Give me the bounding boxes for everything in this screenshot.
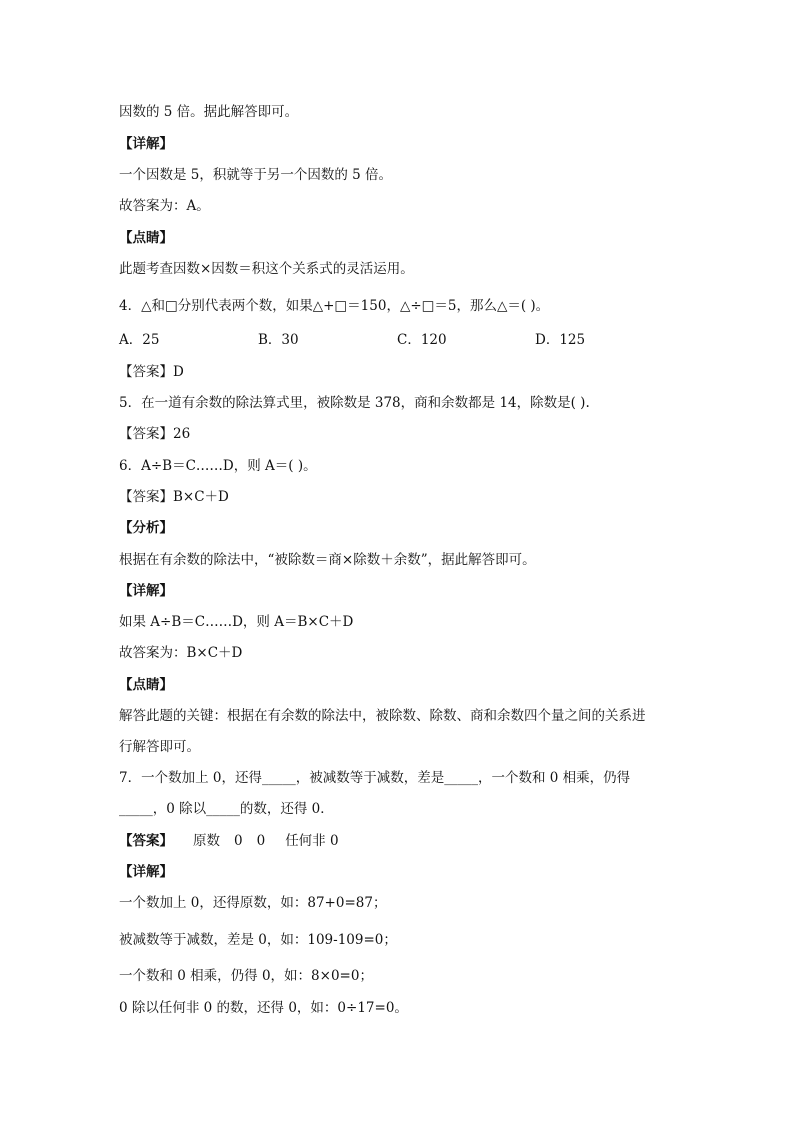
section-tag-comment: 【点睛】 <box>119 230 173 246</box>
detail-text: 被减数等于减数，差是 0，如：109-109=0； <box>119 932 397 948</box>
detail-text: 如果 A÷B＝C……D，则 A＝B×C＋D <box>119 614 354 630</box>
question-7-stem-cont: _____，0 除以_____的数，还得 0． <box>119 801 334 817</box>
text-line: 因数的 5 倍。据此解答即可。 <box>119 104 299 120</box>
analysis-text: 根据在有余数的除法中，“被除数＝商×除数＋余数”，据此解答即可。 <box>119 552 536 568</box>
section-tag-detail: 【详解】 <box>119 136 173 152</box>
detail-text: 0 除以任何非 0 的数，还得 0，如：0÷17=0。 <box>119 1000 408 1016</box>
answer-line: 【答案】B×C＋D <box>119 489 229 505</box>
section-tag-detail: 【详解】 <box>119 583 173 599</box>
detail-text: 一个数加上 0，还得原数，如：87+0=87； <box>119 895 387 911</box>
answer-line <box>119 831 339 851</box>
answer-blank-2: 0 <box>234 833 243 849</box>
question-4-stem: 4．△和□分别代表两个数，如果△+□＝150，△÷□＝5，那么△＝( )。 <box>119 298 550 314</box>
section-tag-analysis: 【分析】 <box>119 520 173 536</box>
answer-line: 【答案】26 <box>119 426 191 442</box>
answer-line: 【答案】D <box>119 364 184 380</box>
comment-text: 行解答即可。 <box>119 739 200 755</box>
comment-text: 解答此题的关键：根据在有余数的除法中，被除数、除数、商和余数四个量之间的关系进 <box>119 708 646 724</box>
section-tag-answer: 【答案】 <box>119 833 173 849</box>
answer-blank-4: 任何非 0 <box>285 833 339 849</box>
question-7-stem: 7．一个数加上 0，还得_____，被减数等于减数，差是_____，一个数和 0 相乘，仍得 <box>119 770 631 786</box>
option-c: C．120 <box>397 332 447 348</box>
section-tag-comment: 【点睛】 <box>119 677 173 693</box>
question-6-stem: 6．A÷B＝C……D，则 A＝( )。 <box>119 458 317 474</box>
text-line: 此题考查因数×因数＝积这个关系式的灵活运用。 <box>119 261 414 277</box>
text-line: 故答案为：A。 <box>119 198 210 214</box>
option-a: A．25 <box>119 332 160 348</box>
answer-blank-1: 原数 <box>193 833 220 849</box>
answer-blank-3: 0 <box>256 833 266 849</box>
detail-text: 故答案为：B×C＋D <box>119 645 243 661</box>
text-line: 一个因数是 5，积就等于另一个因数的 5 倍。 <box>119 167 393 183</box>
section-tag-detail: 【详解】 <box>119 864 173 880</box>
question-5-stem: 5．在一道有余数的除法算式里，被除数是 378，商和余数都是 14，除数是( ). <box>119 395 590 411</box>
detail-text: 一个数和 0 相乘，仍得 0，如：8×0=0； <box>119 968 373 984</box>
option-b: B．30 <box>258 332 299 348</box>
option-d: D．125 <box>535 332 586 348</box>
